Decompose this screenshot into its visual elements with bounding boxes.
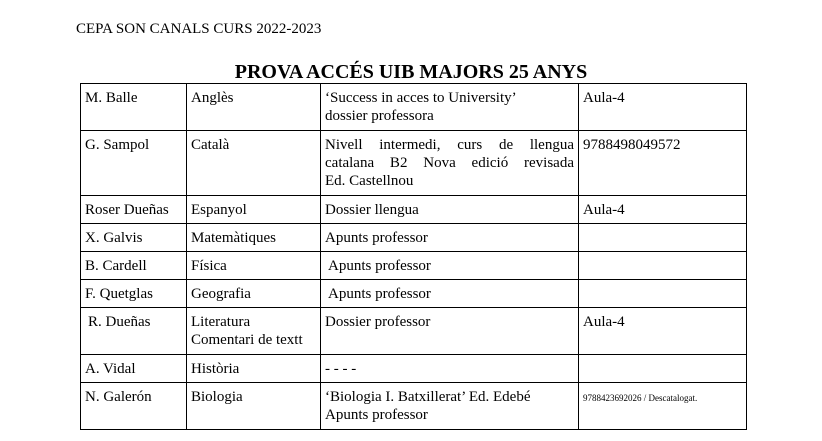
reference-text: Aula-4 [583, 314, 625, 330]
teacher-cell [81, 84, 187, 131]
material-line: Dossier professor [325, 314, 431, 330]
subject-cell [187, 280, 321, 308]
subject-name: Biologia [191, 389, 243, 405]
material-cell [321, 196, 579, 224]
reference-cell [579, 84, 747, 131]
material-cell [321, 252, 579, 280]
reference-text: Aula-4 [583, 90, 625, 106]
material-line: Apunts professor [325, 407, 428, 423]
subject-cell [187, 252, 321, 280]
table-row [81, 252, 747, 280]
reference-cell [579, 131, 747, 196]
material-line: Ed. Castellnou [325, 173, 414, 189]
subject-name: Geografia [191, 286, 251, 302]
teacher-cell [81, 383, 187, 430]
material-line: ‘Success in acces to University’ [325, 90, 517, 106]
reference-cell [579, 355, 747, 383]
subject-name: Anglès [191, 90, 234, 106]
teacher-name: F. Quetglas [85, 286, 153, 302]
reference-text: Aula-4 [583, 202, 625, 218]
reference-cell [579, 308, 747, 355]
material-line: Apunts professor [328, 286, 431, 302]
subject-name: Història [191, 361, 240, 377]
school-year-header: CEPA SON CANALS CURS 2022-2023 [76, 21, 322, 37]
isbn-text: 9788498049572 [583, 137, 681, 153]
teacher-cell [81, 224, 187, 252]
subject-cell [187, 131, 321, 196]
subject-name: Català [191, 137, 230, 153]
subject-cell [187, 224, 321, 252]
teacher-name: R. Dueñas [88, 314, 151, 330]
material-line: catalana B2 Nova edició revisada [325, 155, 574, 171]
teacher-name: Roser Dueñas [85, 202, 169, 218]
teacher-cell [81, 196, 187, 224]
table-row [81, 224, 747, 252]
material-cell [321, 224, 579, 252]
table-row [81, 131, 747, 196]
subject-cell [187, 196, 321, 224]
subject-cell [187, 383, 321, 430]
isbn-text: 9788423692026 / Descatalogat. [583, 393, 698, 403]
material-line: ‘Biologia I. Batxillerat’ Ed. Edebé [325, 389, 531, 405]
subject-cell [187, 84, 321, 131]
reference-cell [579, 196, 747, 224]
teacher-name: N. Galerón [85, 389, 152, 405]
document-title: PROVA ACCÉS UIB MAJORS 25 ANYS [234, 61, 588, 83]
subject-name: Comentari de textt [191, 332, 303, 348]
teacher-cell [81, 131, 187, 196]
teacher-cell [81, 355, 187, 383]
subject-name: Literatura [191, 314, 251, 330]
material-cell [321, 355, 579, 383]
teacher-name: G. Sampol [85, 137, 150, 153]
material-cell [321, 131, 579, 196]
material-line: dossier professora [325, 108, 434, 124]
teacher-cell [81, 308, 187, 355]
table-row [81, 196, 747, 224]
table-row [81, 308, 747, 355]
materials-table [80, 83, 747, 430]
table-row [81, 84, 747, 131]
material-line: - - - - [325, 361, 357, 377]
teacher-name: X. Galvis [85, 230, 143, 246]
material-line: Dossier llengua [325, 202, 419, 218]
table-row [81, 355, 747, 383]
subject-name: Matemàtiques [191, 230, 276, 246]
material-cell [321, 308, 579, 355]
subject-name: Física [191, 258, 227, 274]
reference-cell [579, 252, 747, 280]
table-row [81, 280, 747, 308]
material-line: Apunts professor [325, 230, 428, 246]
subject-name: Espanyol [191, 202, 247, 218]
material-cell [321, 280, 579, 308]
table-row [81, 383, 747, 430]
subject-cell [187, 308, 321, 355]
material-cell [321, 383, 579, 430]
material-line: Nivell intermedi, curs de llengua [325, 137, 574, 153]
teacher-cell [81, 252, 187, 280]
subject-cell [187, 355, 321, 383]
teacher-name: M. Balle [85, 90, 138, 106]
reference-cell [579, 280, 747, 308]
teacher-name: B. Cardell [85, 258, 147, 274]
teacher-name: A. Vidal [85, 361, 136, 377]
reference-cell [579, 383, 747, 430]
reference-cell [579, 224, 747, 252]
material-line: Apunts professor [328, 258, 431, 274]
material-cell [321, 84, 579, 131]
teacher-cell [81, 280, 187, 308]
